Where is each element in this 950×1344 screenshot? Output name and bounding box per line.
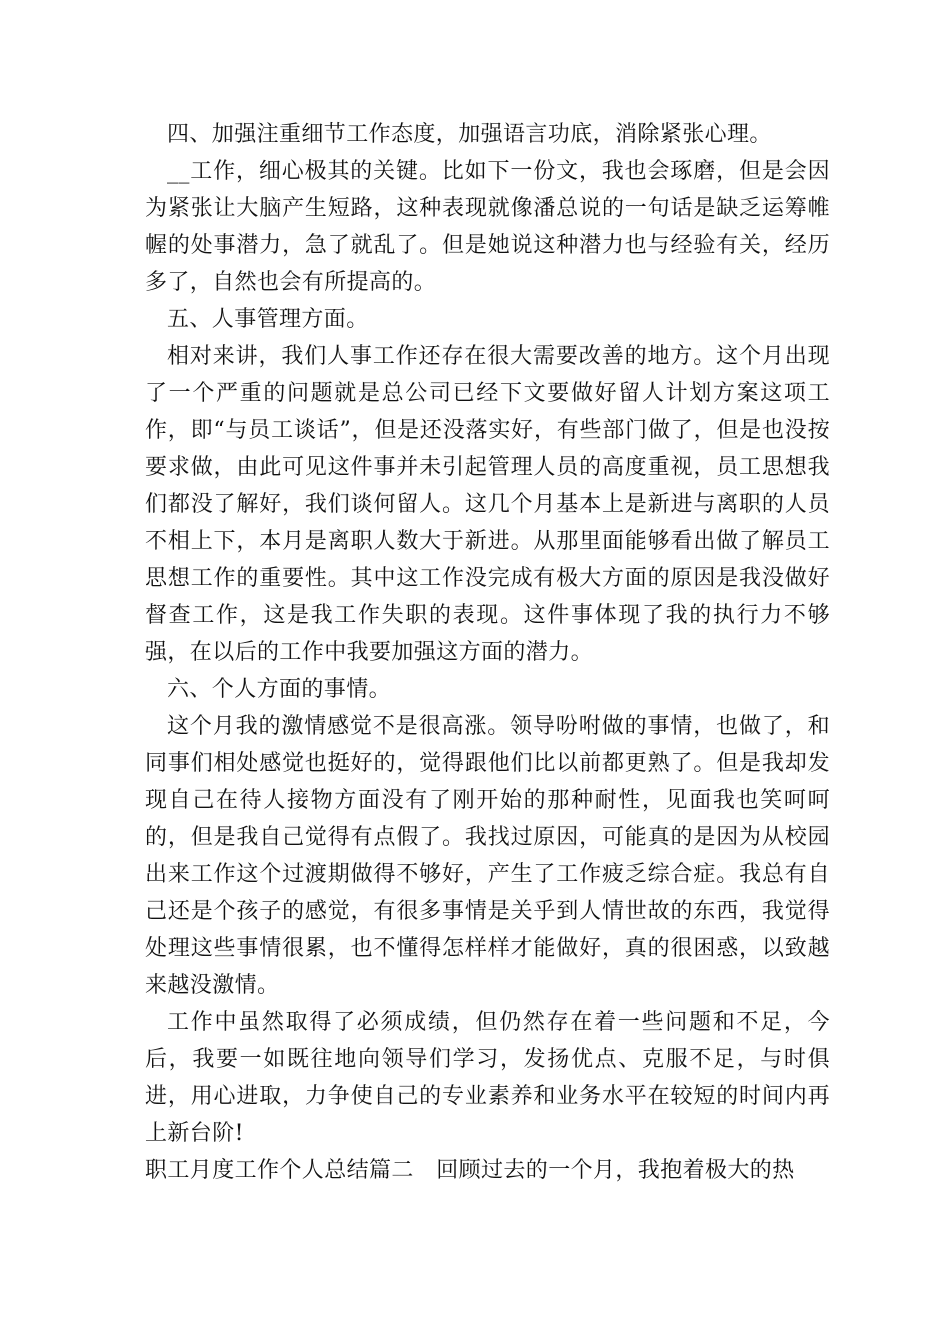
paragraph-section-6-heading: 六、个人方面的事情。 xyxy=(167,677,392,702)
paragraph-next-article-start: 职工月度工作个人总结篇二 回顾过去的一个月，我抱着极大的热 xyxy=(145,1158,795,1183)
paragraph-conclusion: 工作中虽然取得了必须成绩，但仍然存在着一些问题和不足，今后，我要一如既往地向领导们学习，发扬优点、克服不足，与时俱进，用心进取，力争使自己的专业素养和业务水平在较短的时间内再上新台阶! xyxy=(145,1010,830,1146)
paragraph-section-5-heading: 五、人事管理方面。 xyxy=(167,307,369,332)
paragraph-section-5-body: 相对来讲，我们人事工作还存在很大需要改善的地方。这个月出现了一个严重的问题就是总公司已经下文要做好留人计划方案这项工作，即“与员工谈话”，但是还没落实好，有些部门做了，但是也没按要求做，由此可见这件事并未引起管理人员的高度重视，员工思想我们都没了解好，我们谈何留人。这几个月基本上是新进与离职的人员不相上下，本月是离职人数大于新进。从那里面能够看出做了解员工思想工作的重要性。其中这工作没完成有极大方面的原因是我没做好督查工作，这是我工作失职的表现。这件事体现了我的执行力不够强，在以后的工作中我要加强这方面的潜力。 xyxy=(145,344,830,665)
paragraph-section-4-body: __工作，细心极其的关键。比如下一份文，我也会琢磨，但是会因为紧张让大脑产生短路，这种表现就像潘总说的一句话是缺乏运筹帷幄的处事潜力，急了就乱了。但是她说这种潜力也与经验有关，经历多了，自然也会有所提高的。 xyxy=(145,159,830,295)
paragraph-section-6-body: 这个月我的激情感觉不是很高涨。领导吩咐做的事情，也做了，和同事们相处感觉也挺好的，觉得跟他们比以前都更熟了。但是我却发现自己在待人接物方面没有了刚开始的那种耐性，见面我也笑呵呵的，但是我自己觉得有点假了。我找过原因，可能真的是因为从校园出来工作这个过渡期做得不够好，产生了工作疲乏综合症。我总有自己还是个孩子的感觉，有很多事情是关乎到人情世故的东西，我觉得处理这些事情很累，也不懂得怎样样才能做好，真的很困惑，以致越来越没激情。 xyxy=(145,714,830,998)
document-body xyxy=(145,116,830,1189)
paragraph-section-4-heading: 四、加强注重细节工作态度，加强语言功底，消除紧张心理。 xyxy=(167,122,772,147)
